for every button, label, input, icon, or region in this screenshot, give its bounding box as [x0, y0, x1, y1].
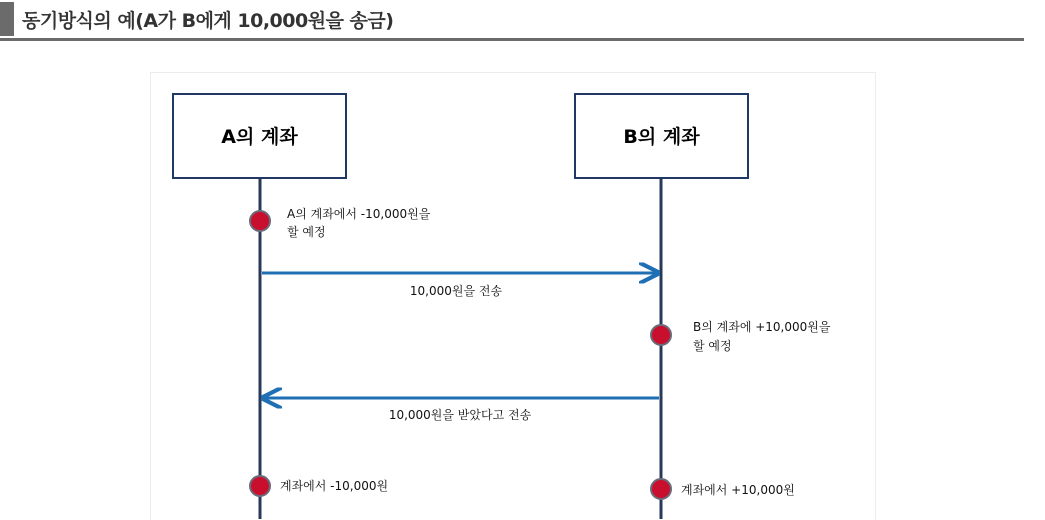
- note-a1-line1: A의 계좌에서 -10,000원을: [287, 207, 431, 221]
- note-b2: 계좌에서 +10,000원: [681, 483, 795, 497]
- participant-a-box: [173, 94, 346, 178]
- event-dot-a1: [250, 211, 270, 231]
- participant-b-label: B의 계좌: [623, 126, 700, 148]
- reply-message-label: 10,000원을 받았다고 전송: [388, 408, 532, 422]
- participant-b-box: [575, 94, 748, 178]
- note-b1-line2: 할 예정: [693, 339, 732, 353]
- event-dot-a2: [250, 476, 270, 496]
- event-dot-b1: [651, 325, 671, 345]
- section-title: 동기방식의 예(A가 B에게 10,000원을 송금): [22, 10, 394, 32]
- send-message-label: 10,000원을 전송: [409, 284, 503, 298]
- participant-a-label: A의 계좌: [221, 126, 298, 148]
- note-b1-line1: B의 계좌에 +10,000원을: [693, 320, 831, 334]
- event-dot-b2: [651, 479, 671, 499]
- note-a2: 계좌에서 -10,000원: [280, 479, 389, 493]
- note-a1-line2: 할 예정: [287, 225, 326, 239]
